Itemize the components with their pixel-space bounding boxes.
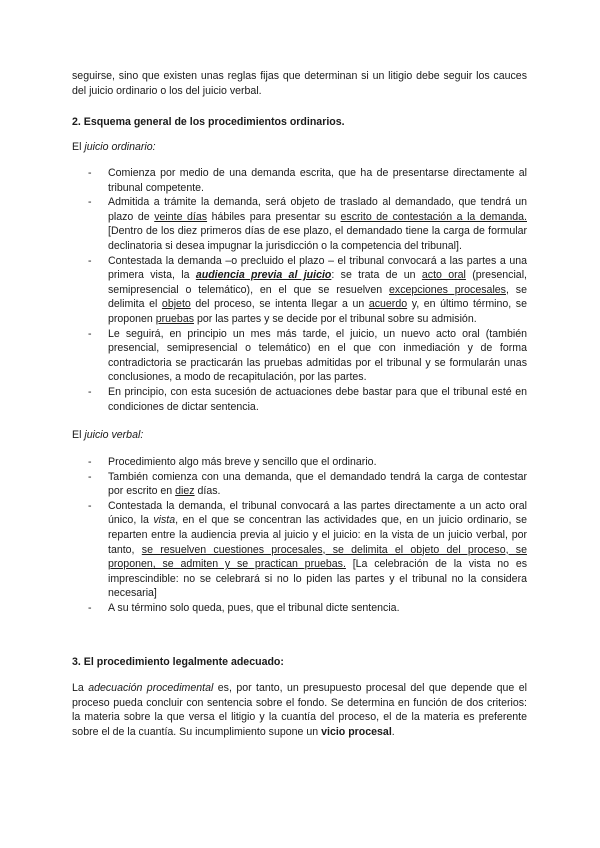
text-run: Contestada la demanda, el tribunal convocará a las partes directamente a un acto oral único, la bbox=[108, 499, 527, 527]
bullet-dash: - bbox=[88, 167, 92, 179]
juicio-verbal-label bbox=[72, 428, 527, 443]
text-run: hábiles para presentar su bbox=[207, 210, 341, 223]
text-run: , en el que se concentran las actividades que, en un juicio ordinario, se reparten entre la audiencia previa al juicio y el juicio: en la vista de un juicio verbal, por tanto, bbox=[108, 514, 527, 556]
bullet-dash: - bbox=[88, 327, 92, 340]
list-item-text: Comienza por medio de una demanda escrita, que ha de presentarse directamente al tribunal competente. bbox=[108, 167, 527, 194]
intro-paragraph: seguirse, sino que existen unas reglas fijas que determinan si un litigio debe seguir los cauces del juicio ordinario o los del juicio verbal. bbox=[72, 70, 527, 97]
text-run: y, en último término, se proponen bbox=[108, 298, 527, 325]
text-run: Contestada la demanda –o precluido el plazo – el tribunal convocará a las partes a una primera vista, la bbox=[108, 254, 527, 282]
bullet-dash: - bbox=[88, 456, 92, 468]
text-run: días. bbox=[194, 485, 221, 498]
underlined-term: acto oral bbox=[421, 269, 466, 282]
underlined-term: diez bbox=[175, 485, 195, 498]
text-run: por las partes y se decide por el tribunal sobre su admisión. bbox=[194, 312, 477, 325]
text-run: [Dentro de los diez primeros días de ese plazo, el demandado tiene la carga de formular declinatoria si desea impugnar la jurisdicción o la competencia del tribunal]. bbox=[108, 225, 527, 252]
list-item bbox=[72, 455, 527, 470]
list-item bbox=[72, 385, 527, 414]
list-item-text: Procedimiento algo más breve y sencillo que el ordinario. bbox=[108, 456, 377, 468]
label-prefix: El bbox=[72, 141, 85, 153]
text-run: También comienza con una demanda, que el demandado tendrá la carga de contestar por escrito en bbox=[108, 470, 527, 498]
list-item bbox=[72, 601, 527, 616]
text-run: , se delimita el bbox=[108, 283, 527, 311]
list-item-text: Le seguirá, en principio un mes más tarde, el juicio, un nuevo acto oral (también presencial, semipresencial o telemático) en el que con inmediación y de forma contradictoria se practicarán las pruebas admitidas por el tribunal y se formularán unas conclusiones, a modo de recapitulación, por las partes. bbox=[108, 327, 527, 384]
text-run: . bbox=[391, 725, 395, 738]
list-item bbox=[72, 499, 527, 601]
section-2-heading: 2. Esquema general de los procedimientos ordinarios. bbox=[72, 116, 345, 128]
bullet-dash: - bbox=[88, 385, 92, 398]
bullet-dash: - bbox=[88, 196, 92, 209]
section-3-paragraph bbox=[72, 681, 527, 739]
list-item bbox=[72, 470, 527, 499]
label-emphasis: juicio ordinario: bbox=[84, 141, 156, 153]
juicio-verbal-list bbox=[72, 455, 527, 616]
text-run: del proceso, se intenta llegar a un bbox=[190, 298, 369, 311]
label-prefix: El bbox=[72, 429, 85, 441]
text-run: [La celebración de la vista no es imprescindible: no se celebrará si no lo piden las partes y el tribunal no la considera necesaria] bbox=[108, 558, 528, 600]
underlined-term: objeto bbox=[161, 298, 191, 311]
emphasis-term: adecuación procedimental bbox=[88, 682, 214, 694]
emphasis-term: vista bbox=[153, 514, 176, 527]
list-item bbox=[72, 254, 527, 327]
underlined-term: se resuelven cuestiones procesales, se delimita el objeto del proceso, se proponen, se admiten y se practican pruebas. bbox=[108, 543, 527, 571]
text-run: : se trata de un bbox=[331, 269, 422, 282]
section-3-heading: 3. El procedimiento legalmente adecuado: bbox=[72, 656, 284, 668]
bullet-dash: - bbox=[88, 470, 92, 483]
bold-term: vicio procesal bbox=[321, 725, 392, 738]
text-run: Admitida a trámite la demanda, será objeto de traslado al demandado, que tendrá un plazo de bbox=[108, 196, 527, 223]
underlined-term: excepciones procesales bbox=[389, 283, 506, 296]
list-item-text: En principio, con esta sucesión de actuaciones debe bastar para que el tribunal esté en condiciones de dictar sentencia. bbox=[108, 385, 527, 413]
list-item-text: A su término solo queda, pues, que el tribunal dicte sentencia. bbox=[108, 601, 400, 614]
underlined-term: veinte días bbox=[154, 210, 208, 223]
juicio-ordinario-list bbox=[72, 166, 527, 414]
text-run: es, por tanto, un presupuesto procesal del que depende que el proceso pueda concluir con sentencia sobre el fondo. Se determina en función de dos criterios: la materia sobre la que versa el litigio y la cuantía del proceso, el de la materia es preferente sobre el de la cuantía. Su incumplimiento supone un bbox=[72, 682, 527, 738]
text-run: La bbox=[72, 682, 89, 694]
underlined-term: pruebas bbox=[155, 312, 195, 325]
bullet-dash: - bbox=[88, 254, 92, 267]
list-item bbox=[72, 195, 527, 253]
bullet-dash: - bbox=[88, 601, 92, 614]
underlined-term: escrito de contestación a la demanda. bbox=[340, 210, 527, 223]
bullet-dash: - bbox=[88, 499, 92, 512]
underlined-term: acuerdo bbox=[368, 298, 408, 311]
text-run: (presencial, semipresencial o telemático), en el que se resuelven bbox=[108, 269, 527, 296]
label-emphasis: juicio verbal: bbox=[84, 429, 144, 441]
underlined-term: audiencia previa al juicio bbox=[195, 269, 332, 282]
juicio-ordinario-label bbox=[72, 140, 527, 155]
list-item bbox=[72, 166, 527, 195]
list-item bbox=[72, 327, 527, 385]
